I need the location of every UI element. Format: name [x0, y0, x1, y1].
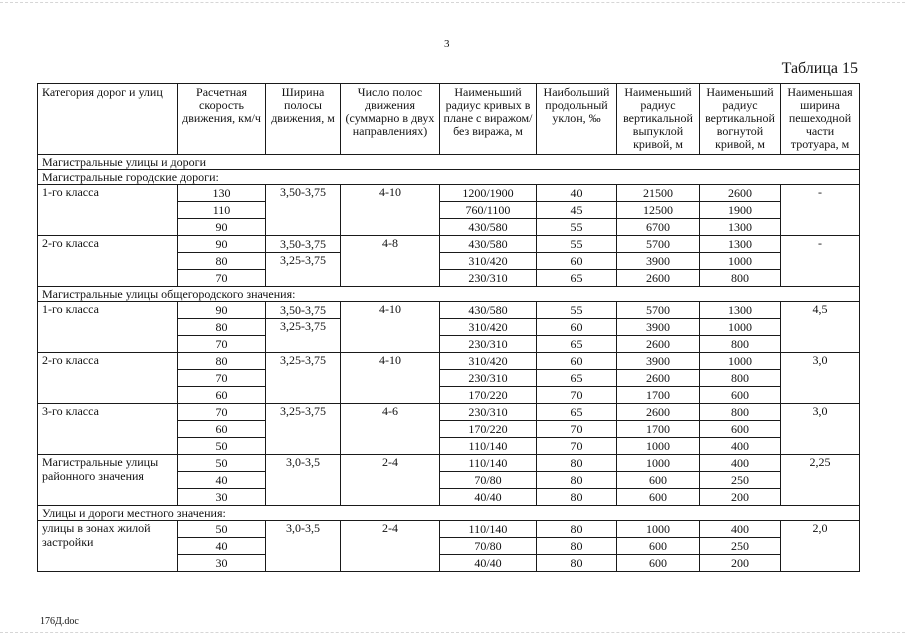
row-category: улицы в зонах жилой застройки — [38, 521, 178, 572]
cell-lane-count: 4-10 — [341, 302, 440, 353]
cell-curve-radius: 430/580 — [440, 219, 537, 236]
cell-convex-radius: 3900 — [617, 253, 700, 270]
cell-max-slope: 60 — [537, 253, 617, 270]
cell-curve-radius: 110/140 — [440, 521, 537, 538]
row-category: 1-го класса — [38, 185, 178, 236]
cell-speed: 90 — [178, 219, 266, 236]
cell-speed: 90 — [178, 302, 266, 319]
cell-speed: 130 — [178, 185, 266, 202]
cell-max-slope: 65 — [537, 370, 617, 387]
cell-concave-radius: 1300 — [700, 236, 781, 253]
header-max-slope: Наибольший продольный уклон, ‰ — [537, 84, 617, 155]
cell-convex-radius: 1000 — [617, 438, 700, 455]
cell-convex-radius: 5700 — [617, 302, 700, 319]
cell-max-slope: 80 — [537, 489, 617, 506]
cell-max-slope: 80 — [537, 455, 617, 472]
cell-sidewalk-width: 3,0 — [781, 353, 860, 404]
section-title: Магистральные улицы общегородского значения: — [38, 287, 860, 302]
table-title: Таблица 15 — [781, 60, 858, 77]
cell-max-slope: 55 — [537, 302, 617, 319]
cell-lane-width: 3,25-3,75 — [266, 319, 341, 353]
cell-speed: 70 — [178, 404, 266, 421]
table-body — [38, 84, 860, 572]
section-row — [38, 170, 860, 185]
cell-curve-radius: 760/1100 — [440, 202, 537, 219]
cell-max-slope: 65 — [537, 336, 617, 353]
cell-speed: 40 — [178, 472, 266, 489]
cell-concave-radius: 250 — [700, 472, 781, 489]
cell-curve-radius: 110/140 — [440, 438, 537, 455]
cell-max-slope: 80 — [537, 472, 617, 489]
cell-speed: 70 — [178, 270, 266, 287]
header-speed: Расчетная скорость движения, км/ч — [178, 84, 266, 155]
cell-max-slope: 80 — [537, 538, 617, 555]
cell-concave-radius: 1000 — [700, 253, 781, 270]
cell-speed: 30 — [178, 555, 266, 572]
cell-concave-radius: 1300 — [700, 302, 781, 319]
cell-convex-radius: 3900 — [617, 353, 700, 370]
page-number: 3 — [444, 38, 450, 50]
cell-lane-width: 3,0-3,5 — [266, 521, 341, 572]
cell-max-slope: 70 — [537, 438, 617, 455]
cell-convex-radius: 1000 — [617, 455, 700, 472]
section-title: Улицы и дороги местного значения: — [38, 506, 860, 521]
cell-concave-radius: 200 — [700, 555, 781, 572]
cell-lane-count: 4-8 — [341, 236, 440, 287]
cell-speed: 70 — [178, 370, 266, 387]
row-category: 1-го класса — [38, 302, 178, 353]
cell-curve-radius: 230/310 — [440, 404, 537, 421]
header-convex-radius: Наименьший радиус вертикальной выпуклой кривой, м — [617, 84, 700, 155]
section-title: Магистральные улицы и дороги — [38, 155, 860, 170]
cell-concave-radius: 1900 — [700, 202, 781, 219]
header-lane-width: Ширина полосы движения, м — [266, 84, 341, 155]
cell-convex-radius: 2600 — [617, 270, 700, 287]
cell-max-slope: 70 — [537, 421, 617, 438]
cell-concave-radius: 800 — [700, 370, 781, 387]
row-category: 2-го класса — [38, 353, 178, 404]
header-sidewalk-width: Наименьшая ширина пешеходной части тротуара, м — [781, 84, 860, 155]
cell-max-slope: 60 — [537, 353, 617, 370]
scan-top-edge — [0, 2, 905, 3]
row-category: 2-го класса — [38, 236, 178, 287]
cell-speed: 50 — [178, 521, 266, 538]
row-category: 3-го класса — [38, 404, 178, 455]
cell-max-slope: 65 — [537, 270, 617, 287]
cell-speed: 60 — [178, 421, 266, 438]
cell-convex-radius: 1700 — [617, 421, 700, 438]
cell-convex-radius: 5700 — [617, 236, 700, 253]
table-row — [38, 302, 860, 319]
cell-sidewalk-width: 2,25 — [781, 455, 860, 506]
cell-convex-radius: 2600 — [617, 370, 700, 387]
cell-speed: 80 — [178, 253, 266, 270]
cell-concave-radius: 400 — [700, 455, 781, 472]
cell-convex-radius: 600 — [617, 538, 700, 555]
cell-convex-radius: 3900 — [617, 319, 700, 336]
cell-lane-width: 3,50-3,75 — [266, 185, 341, 236]
cell-convex-radius: 600 — [617, 489, 700, 506]
cell-concave-radius: 600 — [700, 387, 781, 404]
table-header-row — [38, 84, 860, 155]
header-curve-radius: Наименьший радиус кривых в плане с виражом/ без виража, м — [440, 84, 537, 155]
cell-concave-radius: 200 — [700, 489, 781, 506]
cell-concave-radius: 250 — [700, 538, 781, 555]
cell-lane-width: 3,25-3,75 — [266, 353, 341, 404]
footer-file-name: 176Д.doc — [40, 616, 79, 627]
cell-max-slope: 70 — [537, 387, 617, 404]
header-concave-radius: Наименьший радиус вертикальной вогнутой кривой, м — [700, 84, 781, 155]
cell-lane-count: 4-10 — [341, 185, 440, 236]
cell-speed: 50 — [178, 455, 266, 472]
cell-curve-radius: 310/420 — [440, 353, 537, 370]
cell-concave-radius: 400 — [700, 438, 781, 455]
cell-max-slope: 60 — [537, 319, 617, 336]
header-lane-count: Число полос движения (суммарно в двух направлениях) — [341, 84, 440, 155]
cell-convex-radius: 1700 — [617, 387, 700, 404]
cell-speed: 50 — [178, 438, 266, 455]
cell-curve-radius: 230/310 — [440, 270, 537, 287]
table-row — [38, 353, 860, 370]
cell-max-slope: 55 — [537, 236, 617, 253]
cell-lane-count: 2-4 — [341, 455, 440, 506]
section-row — [38, 506, 860, 521]
cell-curve-radius: 230/310 — [440, 370, 537, 387]
cell-curve-radius: 40/40 — [440, 555, 537, 572]
cell-curve-radius: 110/140 — [440, 455, 537, 472]
cell-speed: 80 — [178, 319, 266, 336]
cell-concave-radius: 1000 — [700, 319, 781, 336]
cell-convex-radius: 2600 — [617, 336, 700, 353]
cell-convex-radius: 2600 — [617, 404, 700, 421]
cell-lane-width: 3,25-3,75 — [266, 404, 341, 455]
cell-sidewalk-width: 3,0 — [781, 404, 860, 455]
cell-curve-radius: 70/80 — [440, 538, 537, 555]
cell-curve-radius: 70/80 — [440, 472, 537, 489]
cell-lane-count: 4-6 — [341, 404, 440, 455]
cell-convex-radius: 12500 — [617, 202, 700, 219]
cell-max-slope: 55 — [537, 219, 617, 236]
cell-lane-count: 2-4 — [341, 521, 440, 572]
table-row — [38, 455, 860, 472]
cell-sidewalk-width: 2,0 — [781, 521, 860, 572]
cell-speed: 80 — [178, 353, 266, 370]
cell-max-slope: 40 — [537, 185, 617, 202]
cell-sidewalk-width: 4,5 — [781, 302, 860, 353]
section-row — [38, 155, 860, 170]
cell-convex-radius: 6700 — [617, 219, 700, 236]
cell-speed: 90 — [178, 236, 266, 253]
cell-sidewalk-width: - — [781, 185, 860, 236]
cell-curve-radius: 310/420 — [440, 319, 537, 336]
cell-sidewalk-width: - — [781, 236, 860, 287]
table-row — [38, 185, 860, 202]
cell-speed: 110 — [178, 202, 266, 219]
cell-max-slope: 65 — [537, 404, 617, 421]
section-title: Магистральные городские дороги: — [38, 170, 860, 185]
cell-concave-radius: 800 — [700, 404, 781, 421]
cell-curve-radius: 40/40 — [440, 489, 537, 506]
cell-lane-width: 3,50-3,75 — [266, 236, 341, 253]
cell-lane-width: 3,50-3,75 — [266, 302, 341, 319]
cell-curve-radius: 170/220 — [440, 421, 537, 438]
cell-curve-radius: 1200/1900 — [440, 185, 537, 202]
cell-max-slope: 80 — [537, 521, 617, 538]
cell-max-slope: 80 — [537, 555, 617, 572]
cell-concave-radius: 400 — [700, 521, 781, 538]
cell-curve-radius: 230/310 — [440, 336, 537, 353]
section-row — [38, 287, 860, 302]
table-row — [38, 521, 860, 538]
cell-lane-count: 4-10 — [341, 353, 440, 404]
cell-convex-radius: 1000 — [617, 521, 700, 538]
cell-concave-radius: 800 — [700, 336, 781, 353]
cell-speed: 60 — [178, 387, 266, 404]
cell-concave-radius: 800 — [700, 270, 781, 287]
header-category: Категория дорог и улиц — [38, 84, 178, 155]
cell-concave-radius: 1000 — [700, 353, 781, 370]
cell-concave-radius: 1300 — [700, 219, 781, 236]
cell-curve-radius: 170/220 — [440, 387, 537, 404]
cell-max-slope: 45 — [537, 202, 617, 219]
cell-curve-radius: 310/420 — [440, 253, 537, 270]
cell-convex-radius: 21500 — [617, 185, 700, 202]
cell-speed: 70 — [178, 336, 266, 353]
cell-convex-radius: 600 — [617, 472, 700, 489]
table-row — [38, 236, 860, 253]
road-parameters-table — [37, 83, 860, 572]
row-category: Магистральные улицы районного значения — [38, 455, 178, 506]
table-row — [38, 404, 860, 421]
cell-lane-width: 3,25-3,75 — [266, 253, 341, 287]
cell-speed: 30 — [178, 489, 266, 506]
cell-concave-radius: 600 — [700, 421, 781, 438]
cell-concave-radius: 2600 — [700, 185, 781, 202]
cell-speed: 40 — [178, 538, 266, 555]
cell-lane-width: 3,0-3,5 — [266, 455, 341, 506]
cell-convex-radius: 600 — [617, 555, 700, 572]
scan-bottom-edge — [0, 632, 905, 633]
cell-curve-radius: 430/580 — [440, 236, 537, 253]
cell-curve-radius: 430/580 — [440, 302, 537, 319]
